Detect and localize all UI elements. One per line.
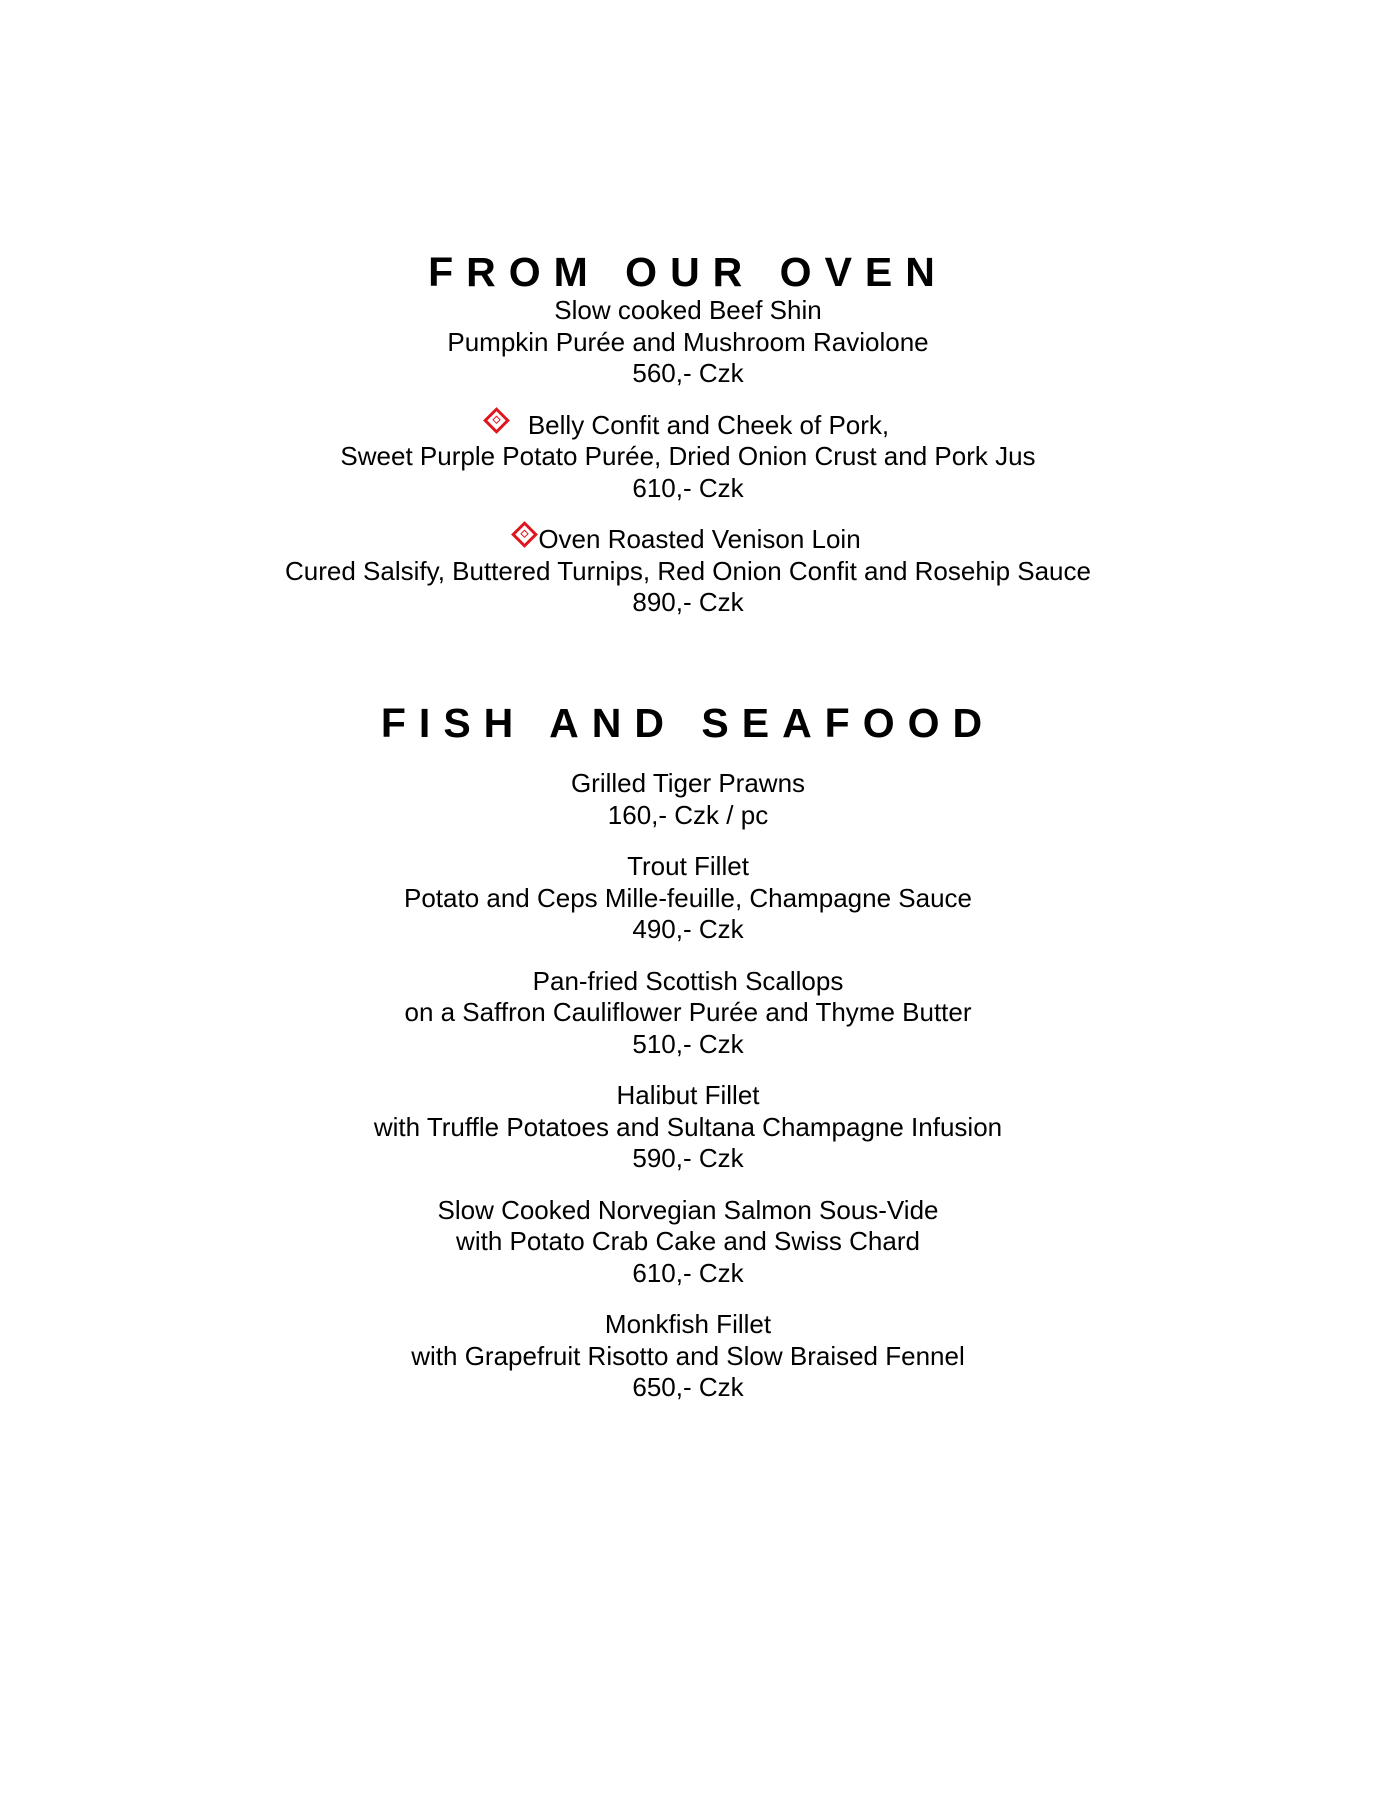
dish-price: 560,- Czk <box>632 358 744 388</box>
dish-description: on a Saffron Cauliflower Purée and Thyme Butter <box>404 997 972 1027</box>
dish-name: Grilled Tiger Prawns <box>570 768 806 798</box>
section-title-from-our-oven: FROM OUR OVEN <box>428 249 948 295</box>
dish-description: with Potato Crab Cake and Swiss Chard <box>456 1226 920 1256</box>
dish-name: Belly Confit and Cheek of Pork, <box>527 409 890 440</box>
dish-description: Potato and Ceps Mille-feuille, Champagne Sauce <box>403 882 972 913</box>
menu-item-pork-belly <box>0 410 1376 505</box>
dish-name: Monkfish Fillet <box>604 1309 772 1339</box>
dish-name-line <box>0 524 1376 556</box>
oven-menu-list <box>0 295 1376 639</box>
dish-price: 510,- Czk <box>632 1028 744 1059</box>
menu-item-norvegian-salmon <box>0 1195 1376 1290</box>
dish-name: Halibut Fillet <box>616 1080 760 1110</box>
dish-name: Trout Fillet <box>627 851 749 881</box>
menu-item-scottish-scallops <box>0 966 1376 1061</box>
dish-price: 590,- Czk <box>632 1143 744 1173</box>
menu-item-halibut-fillet <box>0 1080 1376 1175</box>
dish-name: Slow cooked Beef Shin <box>554 295 822 325</box>
menu-item-venison-loin <box>0 524 1376 619</box>
dish-price: 610,- Czk <box>632 472 744 503</box>
dish-price: 160,- Czk / pc <box>607 799 769 830</box>
red-diamond-icon <box>511 521 538 548</box>
dish-price: 610,- Czk <box>632 1257 744 1288</box>
menu-item-trout-fillet <box>0 851 1376 946</box>
dish-description: Sweet Purple Potato Purée, Dried Onion Crust and Pork Jus <box>340 441 1036 471</box>
dish-name: Pan-fried Scottish Scallops <box>532 965 844 996</box>
dish-description: with Grapefruit Risotto and Slow Braised Fennel <box>411 1340 965 1371</box>
dish-price: 490,- Czk <box>632 914 744 944</box>
dish-name: Oven Roasted Venison Loin <box>538 524 861 554</box>
dish-name-line <box>0 410 1376 442</box>
dish-price: 890,- Czk <box>632 587 744 617</box>
dish-name: Slow Cooked Norvegian Salmon Sous-Vide <box>437 1194 939 1225</box>
dish-description: Cured Salsify, Buttered Turnips, Red Onion Confit and Rosehip Sauce <box>285 555 1091 586</box>
fish-menu-list <box>0 768 1376 1424</box>
section-title-fish-and-seafood: FISH AND SEAFOOD <box>380 700 996 746</box>
menu-item-tiger-prawns <box>0 768 1376 831</box>
dish-description: with Truffle Potatoes and Sultana Champagne Infusion <box>373 1111 1003 1142</box>
dish-description: Pumpkin Purée and Mushroom Raviolone <box>447 326 929 357</box>
menu-item-monkfish-fillet <box>0 1309 1376 1404</box>
dish-price: 650,- Czk <box>632 1372 744 1402</box>
red-diamond-icon <box>483 407 510 434</box>
menu-item-beef-shin <box>0 295 1376 390</box>
